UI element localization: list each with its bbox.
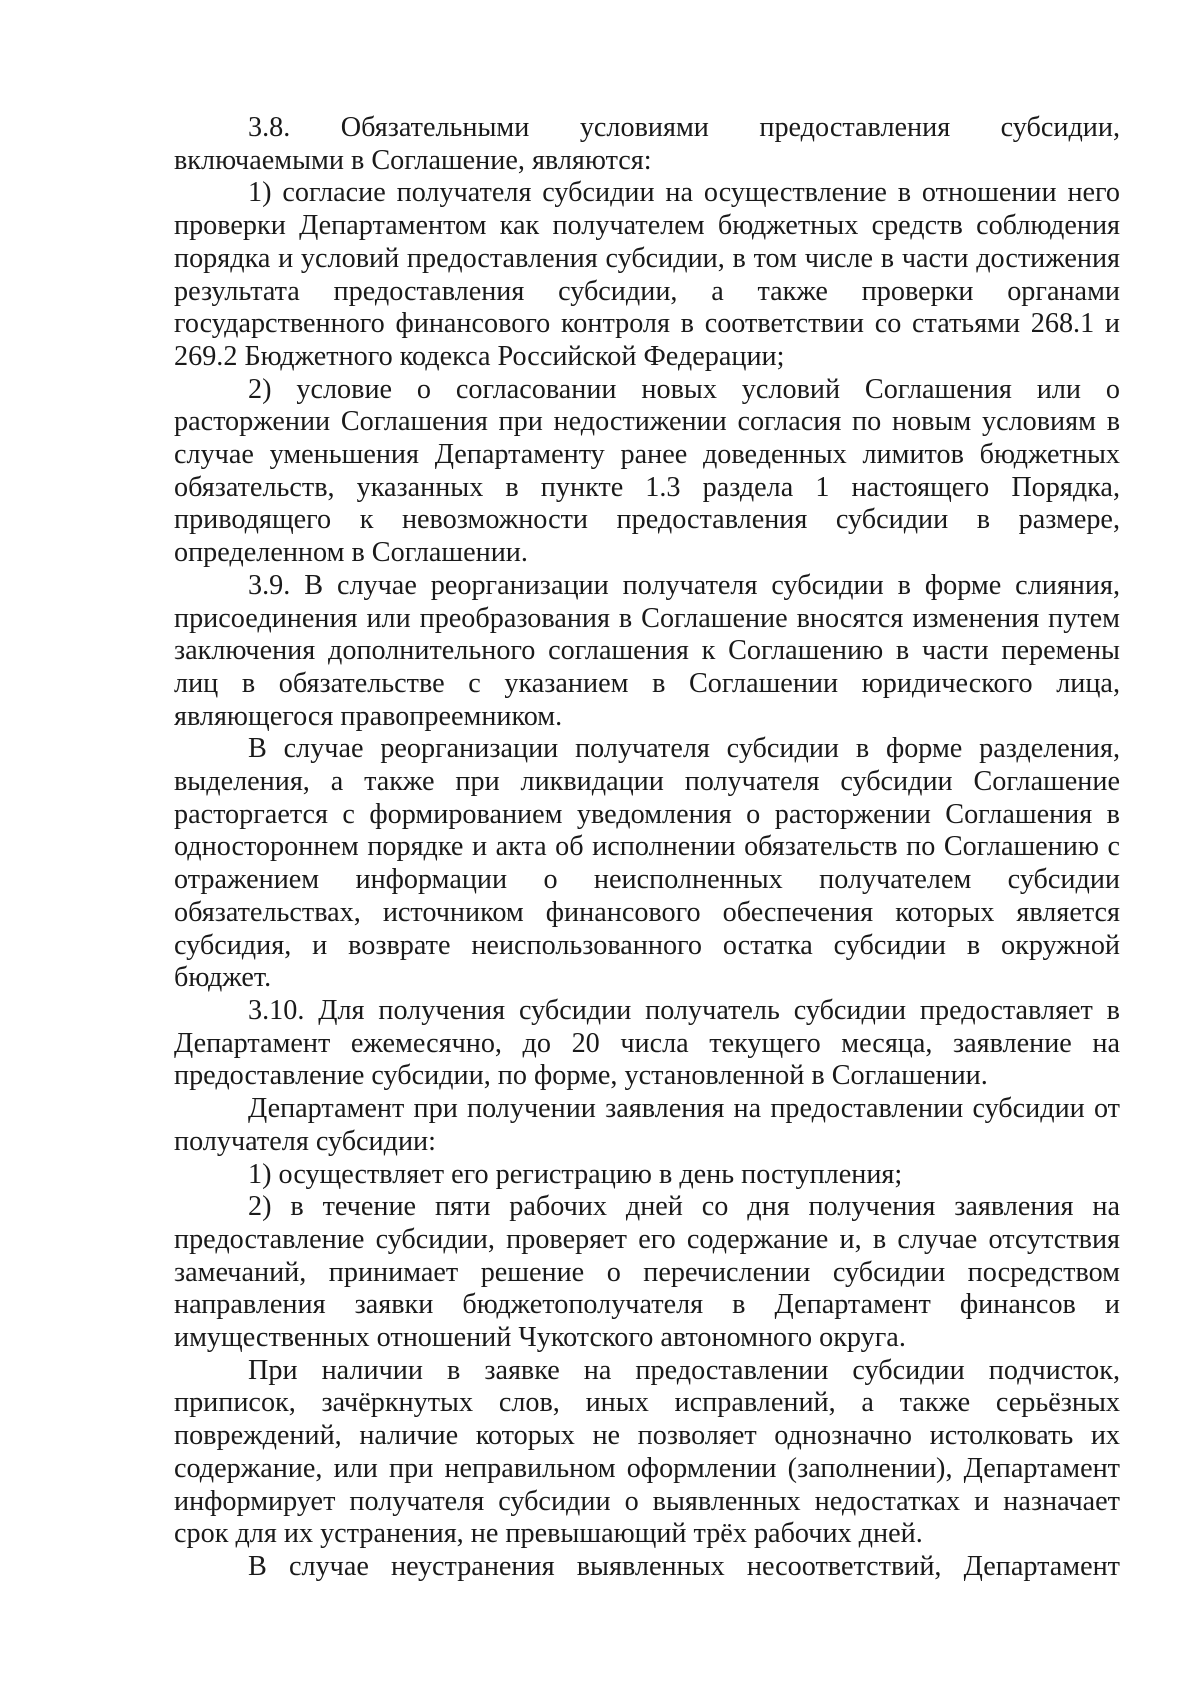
paragraph-non-elimination: В случае неустранения выявленных несоответствий, Департамент [248,1550,1120,1582]
paragraph-3-8: 3.8. Обязательными условиями предоставления субсидии, включаемыми в Соглашение, являются: [174,112,1120,176]
paragraph-3-8-item-2: 2) условие о согласовании новых условий Соглашения или о расторжении Соглашения при недостижении согласия по новым условиям в случае уменьшения Департаменту ранее доведенных лимитов бюджетных обязательств, указанных в пункте 1.3 раздела 1 настоящего Порядка, приводящего к невозможности предоставления субсидии в размере, определенном в Соглашении. [174,373,1120,569]
paragraph-review-item-2: 2) в течение пяти рабочих дней со дня получения заявления на предоставление субсидии, проверяет его содержание и, в случае отсутствия замечаний, принимает решение о перечислении субсидии посредством направления заявки бюджетополучателя в Департамент финансов и имущественных отношений Чукотского автономного округа. [174,1191,1120,1354]
paragraph-3-10: 3.10. Для получения субсидии получатель субсидии предоставляет в Департамент ежемесячно, до 20 числа текущего месяца, заявление на предоставление субсидии, по форме, установленной в Соглашении. [174,994,1120,1092]
paragraph-deficiencies: При наличии в заявке на предоставлении субсидии подчисток, приписок, зачёркнутых слов, иных исправлений, а также серьёзных повреждений, наличие которых не позволяет однозначно истолковать их содержание, или при неправильном оформлении (заполнении), Департамент информирует получателя субсидии о выявленных недостатках и назначает срок для их устранения, не превышающий трёх рабочих дней. [174,1354,1120,1550]
paragraph-review-item-1: 1) осуществляет его регистрацию в день поступления; [248,1158,903,1190]
paragraph-3-9: 3.9. В случае реорганизации получателя субсидии в форме слияния, присоединения или преобразования в Соглашение вносятся изменения путем заключения дополнительного соглашения к Соглашению в части перемены лиц в обязательстве с указанием в Соглашении юридического лица, являющегося правопреемником. [174,569,1120,732]
paragraph-3-8-item-1: 1) согласие получателя субсидии на осуществление в отношении него проверки Департаментом как получателем бюджетных средств соблюдения порядка и условий предоставления субсидии, в том числе в части достижения результата предоставления субсидии, а также проверки органами государственного финансового контроля в соответствии со статьями 268.1 и 269.2 Бюджетного кодекса Российской Федерации; [174,177,1120,372]
document-body [174,112,1120,1584]
paragraph-department-review: Департамент при получении заявления на предоставлении субсидии от получателя субсидии: [174,1093,1120,1157]
paragraph-3-9-continued: В случае реорганизации получателя субсидии в форме разделения, выделения, а также при ликвидации получателя субсидии Соглашение расторгается с формированием уведомления о расторжении Соглашения в одностороннем порядке и акта об исполнении обязательств по Соглашению с отражением информации о неисполненных получателем субсидии обязательствах, источником финансового обеспечения которых является субсидия, и возврате неиспользованного остатка субсидии в окружной бюджет. [174,733,1120,994]
